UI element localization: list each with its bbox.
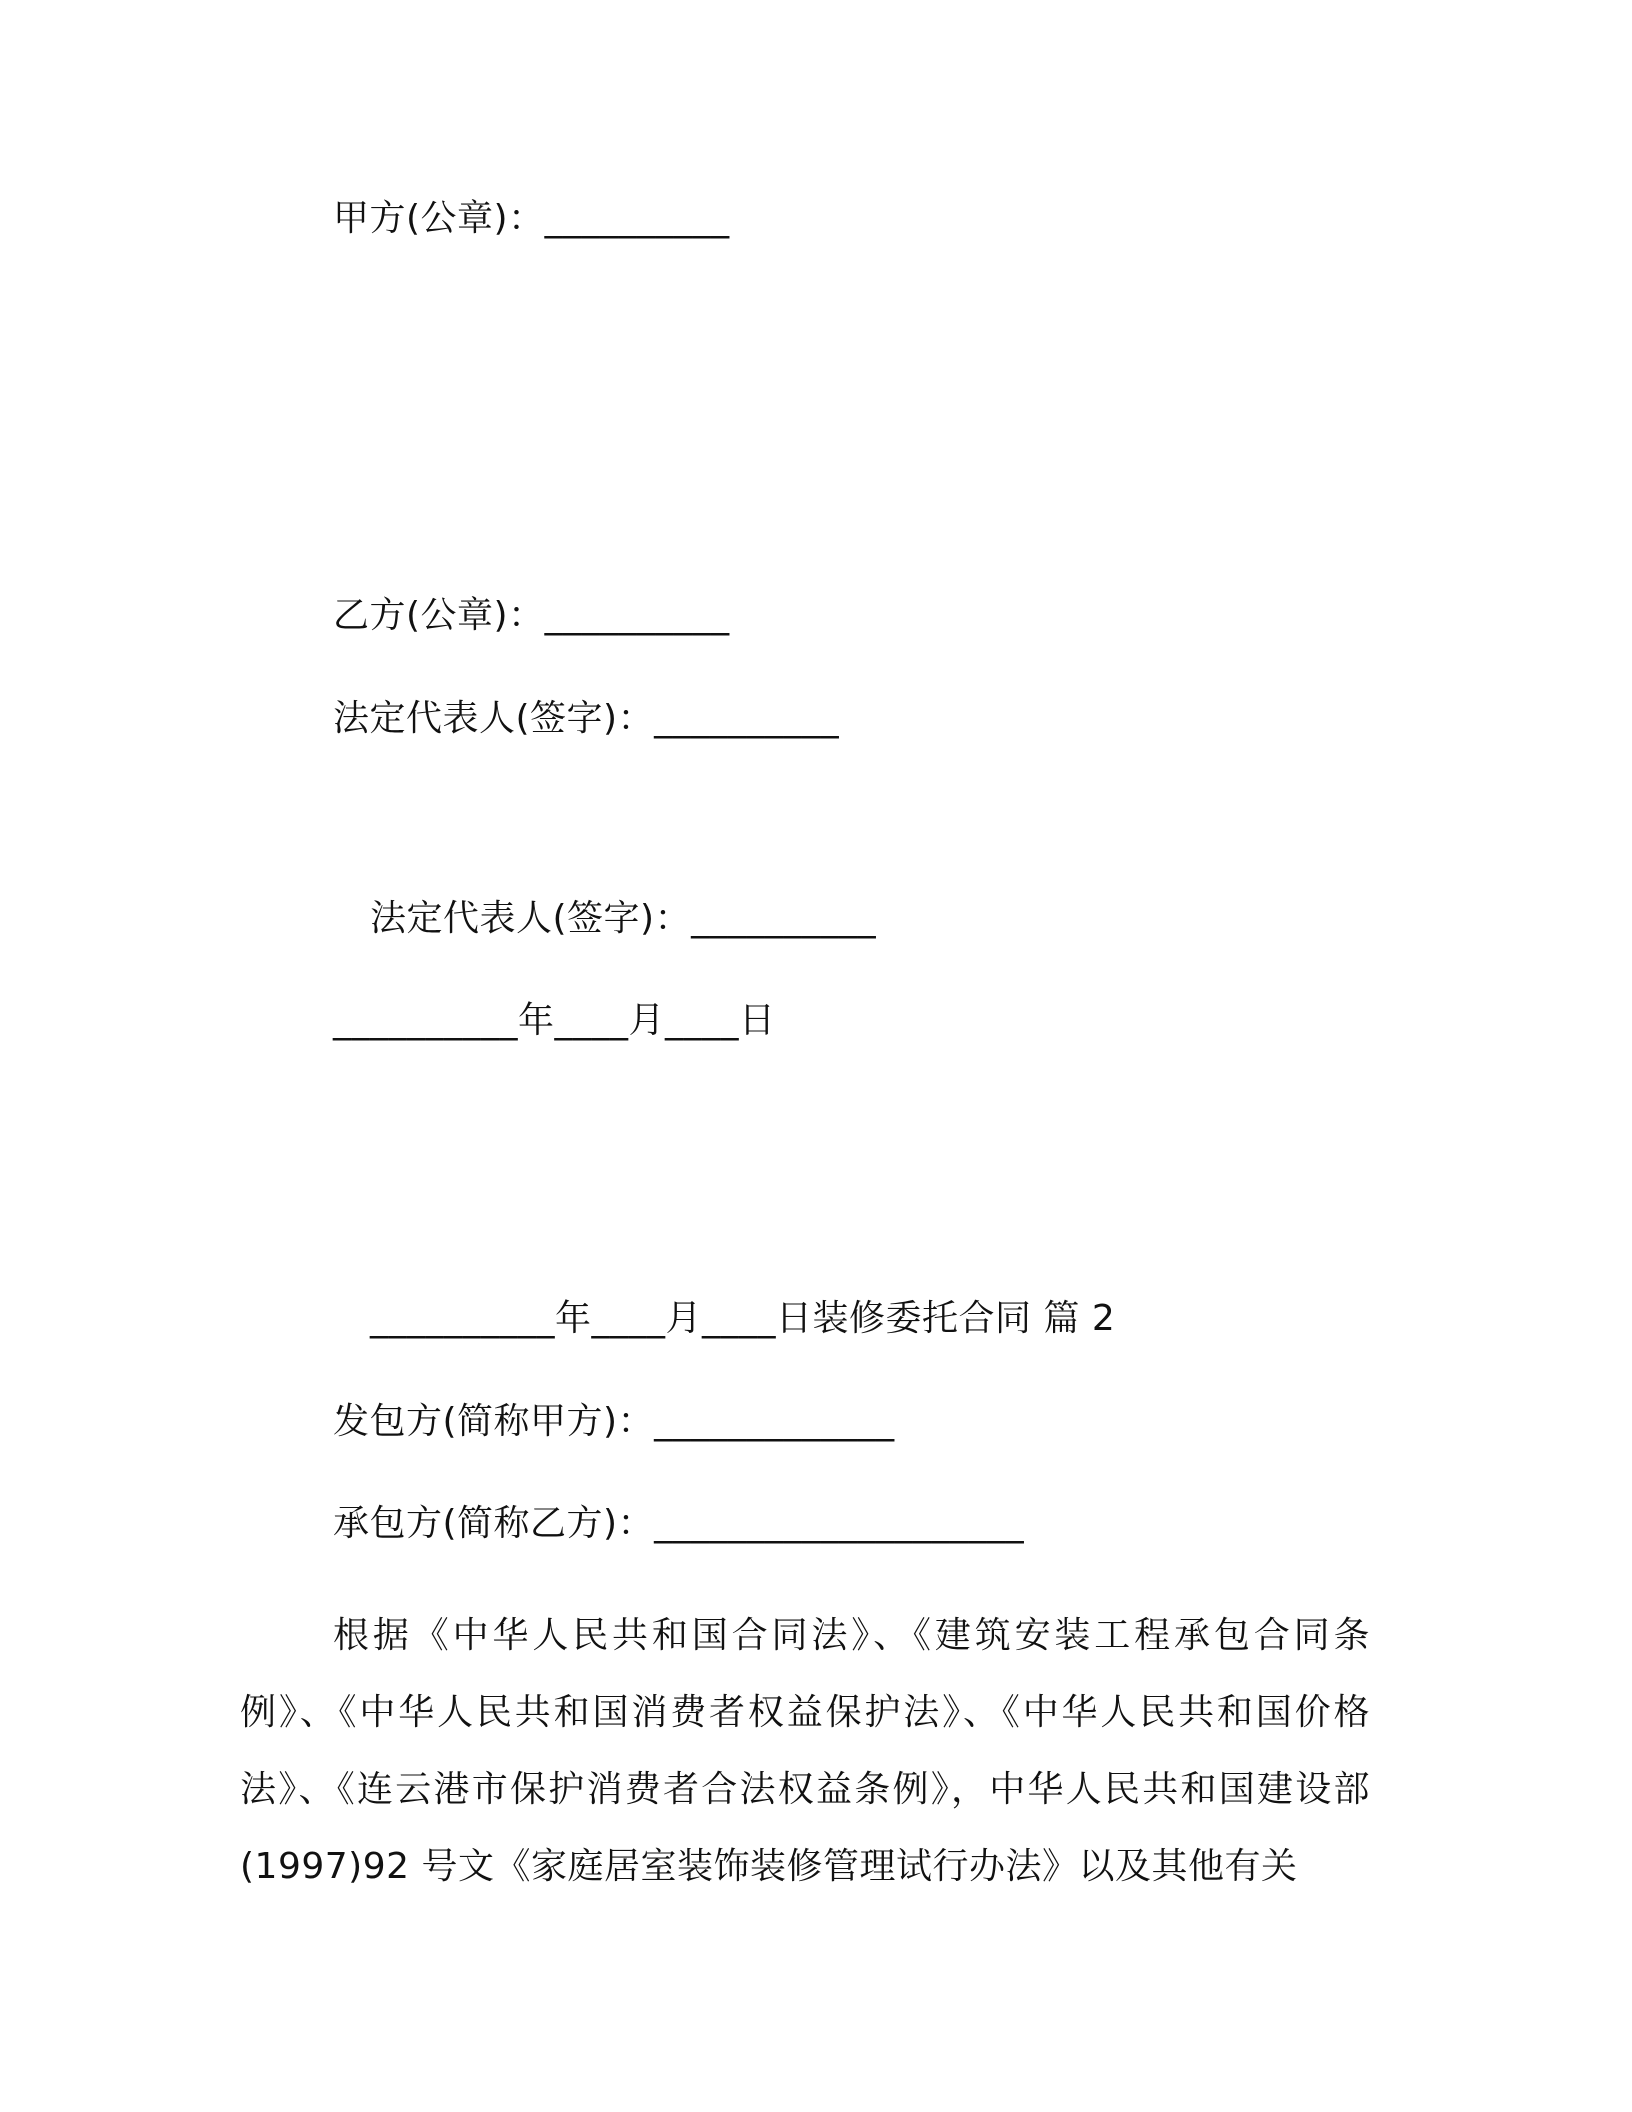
legal-rep-signature-line: 法定代表人(签字)：__________	[333, 698, 840, 739]
contractor-line: 承包方(简称乙方)：____________________	[333, 1503, 1025, 1544]
contract-title: __________年____月____日装修委托合同 篇 2	[370, 1298, 1116, 1339]
party-b-seal-line: 乙方(公章)：__________	[333, 595, 730, 636]
legal-rep-signature-line-2: 法定代表人(签字)：__________	[370, 898, 877, 939]
party-a-seal-line: 甲方(公章)：__________	[333, 198, 730, 239]
date-line: __________年____月____日	[333, 1000, 776, 1041]
legal-basis-paragraph: 根据《中华人民共和国合同法》、《建筑安装工程承包合同条例》、《中华人民共和国消费者权益保护法》、《中华人民共和国价格法》、《连云港市保护消费者合法权益条例》，中华人民共和国建设部(1997)92 号文《家庭居室装饰装修管理试行办法》以及其他有关	[240, 1615, 1370, 1887]
employer-line: 发包方(简称甲方)：_____________	[333, 1401, 895, 1442]
